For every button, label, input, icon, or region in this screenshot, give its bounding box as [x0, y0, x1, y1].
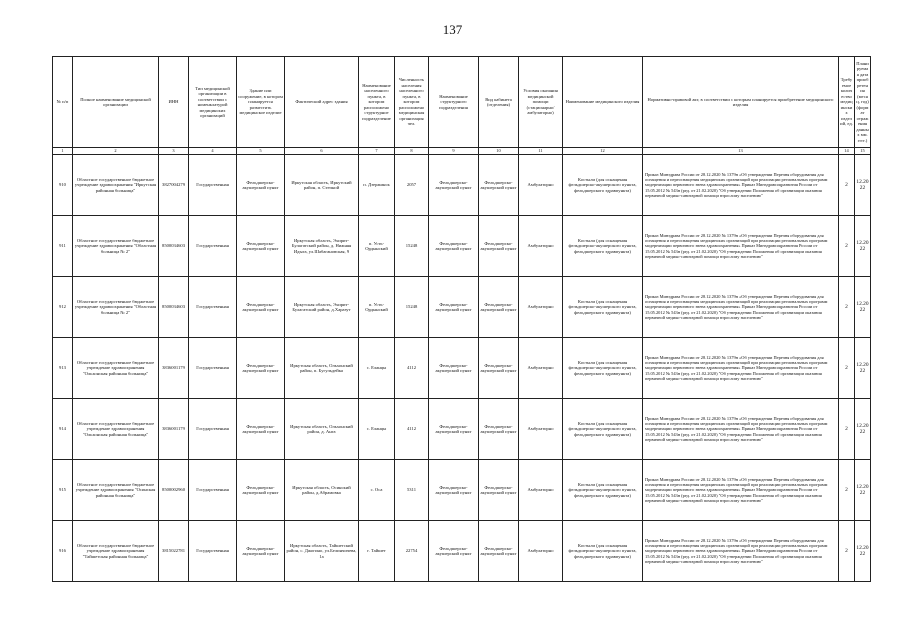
population: 5311 [395, 460, 429, 521]
quantity: 2 [839, 460, 855, 521]
org-name: Областное государственное бюджетное учреждение здравоохранения "Иркутская районная больница" [73, 155, 159, 216]
unit: Фельдшерско-акушерский пункт [429, 399, 479, 460]
table-row [53, 216, 871, 277]
org-type: Государственная [189, 216, 237, 277]
table-row [53, 338, 871, 399]
column-number: 2 [73, 148, 159, 155]
quantity: 2 [839, 155, 855, 216]
org-name: Областное государственное бюджетное учреждение здравоохранения "Тайшетская районная больница" [73, 521, 159, 582]
purchase-date: 12.2022 [855, 216, 871, 277]
population: 15248 [395, 216, 429, 277]
regulation: Приказ Минздрава России от 28.12.2020 № 1379н «Об утверждении Перечня оборудования для оснащения и переоснащения медицинских организаций при реализации региональных программ модернизации первичного звена здравоохранения» Приказ Минздравсоцразвития России от 15.05.2012 № 543н (ред. от 21.02.2020) "Об утверждении Положения об организации оказания первичной медико-санитарной помощи взрослому населению" [643, 216, 839, 277]
purchase-date: 12.2022 [855, 521, 871, 582]
header-row [53, 57, 871, 148]
header-cell: Полное наименование медицинской организации [73, 57, 159, 148]
quantity: 2 [839, 216, 855, 277]
inn: 8500034603 [159, 216, 189, 277]
page-number: 137 [442, 22, 463, 37]
inn: 3815022781 [159, 521, 189, 582]
building: Фельдшерско-акушерский пункт [237, 155, 285, 216]
header-cell: ИНН [159, 57, 189, 148]
quantity: 2 [839, 521, 855, 582]
header-cell: Наименование населенного пункта, в котором расположено структурное подразделение [359, 57, 395, 148]
unit: Фельдшерско-акушерский пункт [429, 521, 479, 582]
locality: с. Еланцы [359, 338, 395, 399]
header-cell: № п/п [53, 57, 73, 148]
address: Иркутская область, Эхирит-Булагатский район, д.Харазут [285, 277, 359, 338]
header-cell: Фактический адрес здания [285, 57, 359, 148]
building: Фельдшерско-акушерский пункт [237, 277, 285, 338]
locality: с. Еланцы [359, 399, 395, 460]
column-number: 5 [237, 148, 285, 155]
device: Костыли (для оснащения фельдшерско-акушерского пункта, фельдшерского здравпункта) [563, 399, 643, 460]
building: Фельдшерско-акушерский пункт [237, 521, 285, 582]
cabinet: Фельдшерско-акушерский пункт [479, 521, 519, 582]
cabinet: Фельдшерско-акушерский пункт [479, 338, 519, 399]
column-number: 8 [395, 148, 429, 155]
column-number: 1 [53, 148, 73, 155]
org-type: Государственная [189, 399, 237, 460]
table-row [53, 277, 871, 338]
building: Фельдшерско-акушерский пункт [237, 338, 285, 399]
conditions: Амбулаторно [519, 338, 563, 399]
header-cell: Условия оказания медицинской помощи (стационарно/амбулаторно) [519, 57, 563, 148]
row-number: 914 [53, 399, 73, 460]
population: 2057 [395, 155, 429, 216]
header-cell: Численность населения населенного пункта, в котором расположено медицинская организация чел. [395, 57, 429, 148]
header-cell: Тип медицинской организации в соответствии с номенклатурой медицинских организаций [189, 57, 237, 148]
device: Костыли (для оснащения фельдшерско-акушерского пункта, фельдшерского здравпункта) [563, 521, 643, 582]
org-type: Государственная [189, 277, 237, 338]
header-cell: Наименование структурного подразделения [429, 57, 479, 148]
column-number: 15 [855, 148, 871, 155]
header-cell: Требуемое количество медицинских изделий, ед. [839, 57, 855, 148]
locality: с. Оса [359, 460, 395, 521]
purchase-date: 12.2022 [855, 460, 871, 521]
column-number: 3 [159, 148, 189, 155]
org-name: Областное государственное бюджетное учреждение здравоохранения "Ольхонская районная больница" [73, 338, 159, 399]
row-number: 912 [53, 277, 73, 338]
row-number: 911 [53, 216, 73, 277]
table-row [53, 399, 871, 460]
cabinet: Фельдшерско-акушерский пункт [479, 216, 519, 277]
column-number: 6 [285, 148, 359, 155]
column-number: 9 [429, 148, 479, 155]
column-number: 12 [563, 148, 643, 155]
org-type: Государственная [189, 521, 237, 582]
quantity: 2 [839, 277, 855, 338]
column-number-row [53, 148, 871, 155]
unit: Фельдшерско-акушерский пункт [429, 460, 479, 521]
row-number: 910 [53, 155, 73, 216]
column-number: 13 [643, 148, 839, 155]
population: 15248 [395, 277, 429, 338]
regulation: Приказ Минздрава России от 28.12.2020 № 1379н «Об утверждении Перечня оборудования для оснащения и переоснащения медицинских организаций при реализации региональных программ модернизации первичного звена здравоохранения» Приказ Минздравсоцразвития России от 15.05.2012 № 543н (ред. от 21.02.2020) "Об утверждении Положения об организации оказания первичной медико-санитарной помощи взрослому населению" [643, 155, 839, 216]
quantity: 2 [839, 338, 855, 399]
inn: 8500002960 [159, 460, 189, 521]
org-name: Областное государственное бюджетное учреждение здравоохранения "Осинская районная больница" [73, 460, 159, 521]
purchase-date: 12.2022 [855, 155, 871, 216]
column-number: 4 [189, 148, 237, 155]
inn: 3827004279 [159, 155, 189, 216]
purchase-date: 12.2022 [855, 399, 871, 460]
table-row [53, 460, 871, 521]
cabinet: Фельдшерско-акушерский пункт [479, 277, 519, 338]
address: Иркутская область, Ольхонский район, д. Анга [285, 399, 359, 460]
org-name: Областное государственное бюджетное учреждение здравоохранения "Областная больница № 2" [73, 216, 159, 277]
conditions: Амбулаторно [519, 521, 563, 582]
header-cell: Здание или сооружение, в котором планируется разместить медицинское изделие [237, 57, 285, 148]
address: Иркутская область, Ольхонский район, п. Бугульдейка [285, 338, 359, 399]
table-row [53, 155, 871, 216]
table-row [53, 521, 871, 582]
row-number: 913 [53, 338, 73, 399]
row-number: 916 [53, 521, 73, 582]
header-cell: Планируемая дата приобретения (месяц, год) (формат отражения данных мм. гггг.) [855, 57, 871, 148]
regulation: Приказ Минздрава России от 28.12.2020 № 1379н «Об утверждении Перечня оборудования для оснащения и переоснащения медицинских организаций при реализации региональных программ модернизации первичного звена здравоохранения» Приказ Минздравсоцразвития России от 15.05.2012 № 543н (ред. от 21.02.2020) "Об утверждении Положения об организации оказания первичной медико-санитарной помощи взрослому населению" [643, 277, 839, 338]
cabinet: Фельдшерско-акушерский пункт [479, 155, 519, 216]
address: Иркутская область, Иркутский район, п. Степной [285, 155, 359, 216]
unit: Фельдшерско-акушерский пункт [429, 155, 479, 216]
population: 4112 [395, 399, 429, 460]
org-type: Государственная [189, 338, 237, 399]
address: Иркутская область, Осинский район, д.Абрамовка [285, 460, 359, 521]
building: Фельдшерско-акушерский пункт [237, 460, 285, 521]
quantity: 2 [839, 399, 855, 460]
cabinet: Фельдшерско-акушерский пункт [479, 399, 519, 460]
inn: 3836001179 [159, 338, 189, 399]
locality: п. Усть-Ордынский [359, 277, 395, 338]
conditions: Амбулаторно [519, 216, 563, 277]
building: Фельдшерско-акушерский пункт [237, 399, 285, 460]
unit: Фельдшерско-акушерский пункт [429, 216, 479, 277]
column-number: 14 [839, 148, 855, 155]
device: Костыли (для оснащения фельдшерско-акушерского пункта, фельдшерского здравпункта) [563, 216, 643, 277]
building: Фельдшерско-акушерский пункт [237, 216, 285, 277]
row-number: 915 [53, 460, 73, 521]
equipment-table [52, 56, 871, 582]
population: 4112 [395, 338, 429, 399]
column-number: 11 [519, 148, 563, 155]
regulation: Приказ Минздрава России от 28.12.2020 № 1379н «Об утверждении Перечня оборудования для оснащения и переоснащения медицинских организаций при реализации региональных программ модернизации первичного звена здравоохранения» Приказ Минздравсоцразвития России от 15.05.2012 № 543н (ред. от 21.02.2020) "Об утверждении Положения об организации оказания первичной медико-санитарной помощи взрослому населению" [643, 460, 839, 521]
conditions: Амбулаторно [519, 399, 563, 460]
device: Костыли (для оснащения фельдшерско-акушерского пункта, фельдшерского здравпункта) [563, 460, 643, 521]
device: Костыли (для оснащения фельдшерско-акушерского пункта, фельдшерского здравпункта) [563, 338, 643, 399]
column-number: 7 [359, 148, 395, 155]
org-type: Государственная [189, 460, 237, 521]
locality: п. Усть-Ордынский [359, 216, 395, 277]
cabinet: Фельдшерско-акушерский пункт [479, 460, 519, 521]
population: 22754 [395, 521, 429, 582]
conditions: Амбулаторно [519, 155, 563, 216]
org-name: Областное государственное бюджетное учреждение здравоохранения "Ольхонская районная больница" [73, 399, 159, 460]
purchase-date: 12.2022 [855, 277, 871, 338]
address: Иркутская область, Тайшетский район, с. Джогино, ул.Белинчичева, 1а [285, 521, 359, 582]
unit: Фельдшерско-акушерский пункт [429, 338, 479, 399]
unit: Фельдшерско-акушерский пункт [429, 277, 479, 338]
inn: 8500034603 [159, 277, 189, 338]
header-cell: Наименование медицинского изделия [563, 57, 643, 148]
inn: 3836001179 [159, 399, 189, 460]
org-type: Государственная [189, 155, 237, 216]
regulation: Приказ Минздрава России от 28.12.2020 № 1379н «Об утверждении Перечня оборудования для оснащения и переоснащения медицинских организаций при реализации региональных программ модернизации первичного звена здравоохранения» Приказ Минздравсоцразвития России от 15.05.2012 № 543н (ред. от 21.02.2020) "Об утверждении Положения об организации оказания первичной медико-санитарной помощи взрослому населению" [643, 338, 839, 399]
device: Костыли (для оснащения фельдшерско-акушерского пункта, фельдшерского здравпункта) [563, 155, 643, 216]
conditions: Амбулаторно [519, 277, 563, 338]
org-name: Областное государственное бюджетное учреждение здравоохранения "Областная больница № 2" [73, 277, 159, 338]
header-cell: Нормативно-правовой акт, в соответствии с которым планируется приобретение медицинского изделия [643, 57, 839, 148]
column-number: 10 [479, 148, 519, 155]
locality: п. Дзержинск [359, 155, 395, 216]
device: Костыли (для оснащения фельдшерско-акушерского пункта, фельдшерского здравпункта) [563, 277, 643, 338]
regulation: Приказ Минздрава России от 28.12.2020 № 1379н «Об утверждении Перечня оборудования для оснащения и переоснащения медицинских организаций при реализации региональных программ модернизации первичного звена здравоохранения» Приказ Минздравсоцразвития России от 15.05.2012 № 543н (ред. от 21.02.2020) "Об утверждении Положения об организации оказания первичной медико-санитарной помощи взрослому населению" [643, 399, 839, 460]
conditions: Амбулаторно [519, 460, 563, 521]
purchase-date: 12.2022 [855, 338, 871, 399]
locality: г. Тайшет [359, 521, 395, 582]
regulation: Приказ Минздрава России от 28.12.2020 № 1379н «Об утверждении Перечня оборудования для оснащения и переоснащения медицинских организаций при реализации региональных программ модернизации первичного звена здравоохранения» Приказ Минздравсоцразвития России от 15.05.2012 № 543н (ред. от 21.02.2020) "Об утверждении Положения об организации оказания первичной медико-санитарной помощи взрослому населению" [643, 521, 839, 582]
header-cell: Вид кабинета (отделения) [479, 57, 519, 148]
address: Иркутская область, Эхирит-Булагатский район, д. Нижняя Идыга, ул.Шабагановская, 9 [285, 216, 359, 277]
table-body [53, 155, 871, 582]
